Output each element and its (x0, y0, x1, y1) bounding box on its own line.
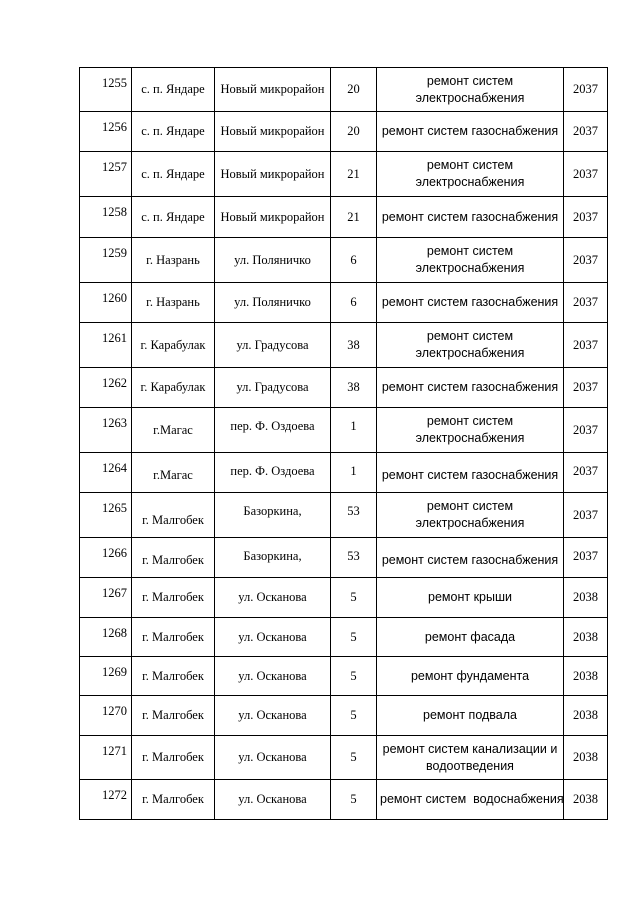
house-number-cell: 21 (331, 197, 377, 238)
work-type-cell: ремонт систем водоснабжения (377, 780, 564, 820)
row-number: 1257 (80, 152, 132, 197)
locality-cell: г. Малгобек (132, 578, 215, 618)
locality-cell: г.Магас (132, 453, 215, 493)
year-cell: 2038 (564, 578, 608, 618)
locality-cell: г. Малгобек (132, 618, 215, 657)
street-cell: Новый микрорайон (215, 197, 331, 238)
year-cell: 2037 (564, 538, 608, 578)
street-cell: ул. Поляничко (215, 283, 331, 323)
year-cell: 2037 (564, 68, 608, 112)
year-cell: 2037 (564, 493, 608, 538)
year-cell: 2037 (564, 283, 608, 323)
locality-cell: г. Малгобек (132, 538, 215, 578)
year-cell: 2038 (564, 736, 608, 780)
street-cell: Базоркина, (215, 493, 331, 538)
table-row (80, 152, 608, 197)
work-type-cell: ремонт систем электроснабжения (377, 493, 564, 538)
house-number-cell: 6 (331, 283, 377, 323)
street-cell: ул. Осканова (215, 657, 331, 696)
work-type-cell: ремонт фундамента (377, 657, 564, 696)
table-row (80, 578, 608, 618)
table-row (80, 238, 608, 283)
row-number: 1255 (80, 68, 132, 112)
locality-cell: с. п. Яндаре (132, 68, 215, 112)
street-cell: Новый микрорайон (215, 68, 331, 112)
locality-cell: г. Назрань (132, 283, 215, 323)
year-cell: 2037 (564, 453, 608, 493)
work-type-cell: ремонт систем электроснабжения (377, 408, 564, 453)
house-number-cell: 53 (331, 493, 377, 538)
street-cell: Базоркина, (215, 538, 331, 578)
row-number: 1263 (80, 408, 132, 453)
work-type-cell: ремонт систем электроснабжения (377, 68, 564, 112)
table-body (80, 68, 608, 820)
house-number-cell: 5 (331, 618, 377, 657)
table-row (80, 780, 608, 820)
row-number: 1270 (80, 696, 132, 736)
house-number-cell: 21 (331, 152, 377, 197)
work-type-cell: ремонт систем газоснабжения (377, 283, 564, 323)
work-type-cell: ремонт систем канализации и водоотведения (377, 736, 564, 780)
row-number: 1259 (80, 238, 132, 283)
table-row (80, 197, 608, 238)
house-number-cell: 38 (331, 368, 377, 408)
house-number-cell: 5 (331, 736, 377, 780)
house-number-cell: 1 (331, 453, 377, 493)
street-cell: ул. Осканова (215, 618, 331, 657)
row-number: 1271 (80, 736, 132, 780)
row-number: 1262 (80, 368, 132, 408)
street-cell: пер. Ф. Оздоева (215, 453, 331, 493)
table-row (80, 283, 608, 323)
street-cell: пер. Ф. Оздоева (215, 408, 331, 453)
row-number: 1261 (80, 323, 132, 368)
table-row (80, 453, 608, 493)
row-number: 1272 (80, 780, 132, 820)
table-row (80, 68, 608, 112)
year-cell: 2037 (564, 112, 608, 152)
street-cell: Новый микрорайон (215, 112, 331, 152)
work-type-cell: ремонт систем газоснабжения (377, 453, 564, 493)
street-cell: ул. Поляничко (215, 238, 331, 283)
table-row (80, 657, 608, 696)
locality-cell: г. Малгобек (132, 780, 215, 820)
table-row (80, 408, 608, 453)
locality-cell: с. п. Яндаре (132, 197, 215, 238)
year-cell: 2037 (564, 368, 608, 408)
table-row (80, 323, 608, 368)
house-number-cell: 20 (331, 112, 377, 152)
year-cell: 2038 (564, 618, 608, 657)
year-cell: 2038 (564, 696, 608, 736)
locality-cell: г. Малгобек (132, 493, 215, 538)
house-number-cell: 5 (331, 657, 377, 696)
row-number: 1269 (80, 657, 132, 696)
row-number: 1268 (80, 618, 132, 657)
work-type-cell: ремонт систем газоснабжения (377, 368, 564, 408)
row-number: 1267 (80, 578, 132, 618)
house-number-cell: 5 (331, 780, 377, 820)
street-cell: ул. Осканова (215, 780, 331, 820)
row-number: 1258 (80, 197, 132, 238)
row-number: 1260 (80, 283, 132, 323)
work-type-cell: ремонт систем газоснабжения (377, 538, 564, 578)
locality-cell: г. Карабулак (132, 323, 215, 368)
row-number: 1264 (80, 453, 132, 493)
house-number-cell: 53 (331, 538, 377, 578)
work-type-cell: ремонт подвала (377, 696, 564, 736)
row-number: 1256 (80, 112, 132, 152)
street-cell: ул. Градусова (215, 368, 331, 408)
locality-cell: с. п. Яндаре (132, 112, 215, 152)
work-type-cell: ремонт систем газоснабжения (377, 112, 564, 152)
locality-cell: с. п. Яндаре (132, 152, 215, 197)
table-row (80, 368, 608, 408)
street-cell: Новый микрорайон (215, 152, 331, 197)
row-number: 1266 (80, 538, 132, 578)
table-row (80, 618, 608, 657)
house-number-cell: 5 (331, 578, 377, 618)
work-type-cell: ремонт систем электроснабжения (377, 152, 564, 197)
work-type-cell: ремонт систем электроснабжения (377, 238, 564, 283)
year-cell: 2038 (564, 657, 608, 696)
locality-cell: г. Назрань (132, 238, 215, 283)
house-number-cell: 6 (331, 238, 377, 283)
year-cell: 2037 (564, 152, 608, 197)
street-cell: ул. Осканова (215, 736, 331, 780)
street-cell: ул. Осканова (215, 696, 331, 736)
year-cell: 2038 (564, 780, 608, 820)
work-type-cell: ремонт систем электроснабжения (377, 323, 564, 368)
street-cell: ул. Градусова (215, 323, 331, 368)
street-cell: ул. Осканова (215, 578, 331, 618)
table-row (80, 538, 608, 578)
repair-schedule-table (79, 67, 608, 820)
locality-cell: г. Малгобек (132, 657, 215, 696)
year-cell: 2037 (564, 238, 608, 283)
table-row (80, 493, 608, 538)
table-row (80, 112, 608, 152)
locality-cell: г. Малгобек (132, 696, 215, 736)
work-type-cell: ремонт систем газоснабжения (377, 197, 564, 238)
house-number-cell: 20 (331, 68, 377, 112)
table-row (80, 736, 608, 780)
house-number-cell: 1 (331, 408, 377, 453)
year-cell: 2037 (564, 408, 608, 453)
table-row (80, 696, 608, 736)
locality-cell: г.Магас (132, 408, 215, 453)
work-type-cell: ремонт фасада (377, 618, 564, 657)
work-type-cell: ремонт крыши (377, 578, 564, 618)
locality-cell: г. Малгобек (132, 736, 215, 780)
year-cell: 2037 (564, 197, 608, 238)
year-cell: 2037 (564, 323, 608, 368)
row-number: 1265 (80, 493, 132, 538)
locality-cell: г. Карабулак (132, 368, 215, 408)
house-number-cell: 5 (331, 696, 377, 736)
house-number-cell: 38 (331, 323, 377, 368)
